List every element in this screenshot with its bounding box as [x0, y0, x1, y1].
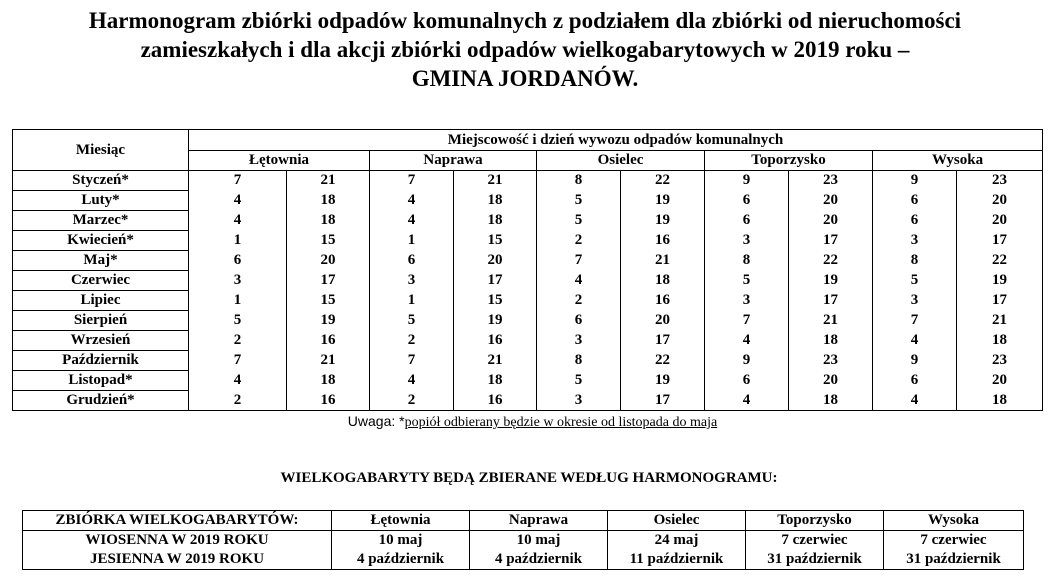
month-cell: Kwiecień* [13, 231, 189, 251]
day-cell: 8 [873, 251, 957, 271]
day-cell: 23 [789, 171, 873, 191]
title-line-1: Harmonogram zbiórki odpadów komunalnych z podziałem dla zbiórki od nieruchomości [88, 8, 962, 33]
day-cell: 22 [621, 351, 705, 371]
day-cell: 23 [789, 351, 873, 371]
day-cell: 22 [957, 251, 1043, 271]
day-cell: 22 [789, 251, 873, 271]
day-cell: 18 [287, 371, 370, 391]
day-cell: 20 [957, 211, 1043, 231]
day-cell: 21 [789, 311, 873, 331]
month-cell: Grudzień* [13, 391, 189, 411]
day-cell: 15 [287, 231, 370, 251]
day-cell: 19 [789, 271, 873, 291]
day-cell: 6 [189, 251, 287, 271]
bulky-date-cell: 7 czerwiec [884, 531, 1024, 551]
day-cell: 20 [621, 311, 705, 331]
day-cell: 8 [537, 351, 621, 371]
day-cell: 5 [189, 311, 287, 331]
bulky-waste-table [22, 510, 1024, 570]
day-cell: 7 [537, 251, 621, 271]
table-row [13, 211, 1043, 231]
day-cell: 2 [537, 231, 621, 251]
day-cell: 21 [454, 171, 537, 191]
day-cell: 16 [454, 391, 537, 411]
table-row [13, 271, 1043, 291]
day-cell: 6 [873, 371, 957, 391]
day-cell: 19 [621, 191, 705, 211]
day-cell: 7 [705, 311, 789, 331]
day-cell: 5 [537, 191, 621, 211]
day-cell: 3 [705, 291, 789, 311]
table-row [13, 391, 1043, 411]
day-cell: 4 [189, 371, 287, 391]
bulky-row [23, 550, 1024, 570]
bulky-season-label: WIOSENNA W 2019 ROKU [23, 531, 332, 551]
day-cell: 7 [370, 351, 454, 371]
month-cell: Październik [13, 351, 189, 371]
locality-header: Naprawa [370, 151, 537, 171]
day-cell: 23 [957, 351, 1043, 371]
day-cell: 18 [957, 331, 1043, 351]
day-cell: 4 [189, 211, 287, 231]
day-cell: 9 [705, 351, 789, 371]
table-row [13, 351, 1043, 371]
day-cell: 7 [873, 311, 957, 331]
locality-header: Łętownia [189, 151, 370, 171]
day-cell: 9 [873, 171, 957, 191]
day-cell: 18 [621, 271, 705, 291]
bulky-corner-header: ZBIÓRKA WIELKOGABARYTÓW: [23, 511, 332, 531]
day-cell: 18 [454, 191, 537, 211]
table-row [13, 331, 1043, 351]
bulky-waste-heading: WIELKOGABARYTY BĘDĄ ZBIERANE WEDŁUG HARMONOGRAMU: [280, 470, 778, 486]
bulky-locality-header: Osielec [608, 511, 746, 531]
day-cell: 5 [537, 371, 621, 391]
bulky-date-cell: 4 październik [332, 550, 470, 570]
day-cell: 19 [621, 371, 705, 391]
collection-schedule-table [12, 129, 1043, 411]
day-cell: 17 [454, 271, 537, 291]
day-cell: 16 [621, 291, 705, 311]
day-cell: 18 [454, 371, 537, 391]
day-cell: 20 [957, 371, 1043, 391]
day-cell: 17 [621, 331, 705, 351]
month-cell: Sierpień [13, 311, 189, 331]
bulky-date-cell: 31 październik [884, 550, 1024, 570]
bulky-date-cell: 24 maj [608, 531, 746, 551]
day-cell: 21 [287, 351, 370, 371]
day-cell: 15 [454, 291, 537, 311]
day-cell: 9 [873, 351, 957, 371]
day-cell: 17 [789, 291, 873, 311]
day-cell: 18 [789, 331, 873, 351]
day-cell: 5 [873, 271, 957, 291]
table-row [13, 371, 1043, 391]
day-cell: 3 [873, 291, 957, 311]
day-cell: 6 [705, 211, 789, 231]
title-line-2: zamieszkałych i dla akcji zbiórki odpadów wielkogabarytowych w 2019 roku – [140, 37, 910, 62]
schedule-body [13, 171, 1043, 411]
day-cell: 18 [287, 211, 370, 231]
bulky-locality-header: Naprawa [470, 511, 608, 531]
day-cell: 15 [454, 231, 537, 251]
bulky-date-cell: 4 październik [470, 550, 608, 570]
day-cell: 4 [370, 371, 454, 391]
page-title [0, 6, 1050, 93]
day-cell: 17 [957, 291, 1043, 311]
day-cell: 6 [873, 191, 957, 211]
day-cell: 8 [705, 251, 789, 271]
bulky-date-cell: 7 czerwiec [746, 531, 884, 551]
day-cell: 3 [189, 271, 287, 291]
day-cell: 5 [537, 211, 621, 231]
locality-header: Toporzysko [705, 151, 873, 171]
day-cell: 2 [189, 331, 287, 351]
month-cell: Wrzesień [13, 331, 189, 351]
day-cell: 7 [189, 171, 287, 191]
title-line-3: GMINA JORDANÓW. [411, 66, 639, 91]
day-cell: 17 [789, 231, 873, 251]
bulky-header-row [23, 511, 1024, 531]
day-cell: 16 [287, 391, 370, 411]
day-cell: 18 [287, 191, 370, 211]
day-cell: 19 [454, 311, 537, 331]
month-cell: Listopad* [13, 371, 189, 391]
day-cell: 19 [621, 211, 705, 231]
bulky-date-cell: 31 październik [746, 550, 884, 570]
day-cell: 1 [370, 231, 454, 251]
day-cell: 4 [370, 191, 454, 211]
bulky-date-cell: 10 maj [470, 531, 608, 551]
month-cell: Styczeń* [13, 171, 189, 191]
day-cell: 3 [705, 231, 789, 251]
ash-note [0, 413, 1050, 431]
day-cell: 20 [287, 251, 370, 271]
bulky-locality-header: Toporzysko [746, 511, 884, 531]
day-cell: 9 [705, 171, 789, 191]
day-cell: 15 [287, 291, 370, 311]
day-cell: 7 [370, 171, 454, 191]
table-row [13, 251, 1043, 271]
day-cell: 18 [789, 391, 873, 411]
day-cell: 21 [957, 311, 1043, 331]
bulky-row [23, 531, 1024, 551]
day-cell: 4 [705, 331, 789, 351]
day-cell: 21 [287, 171, 370, 191]
day-cell: 19 [957, 271, 1043, 291]
day-cell: 5 [370, 311, 454, 331]
day-cell: 3 [537, 331, 621, 351]
day-cell: 6 [705, 191, 789, 211]
day-cell: 21 [454, 351, 537, 371]
day-cell: 1 [189, 231, 287, 251]
month-column-header: Miesiąc [13, 130, 189, 171]
day-cell: 6 [705, 371, 789, 391]
bulky-body [23, 531, 1024, 570]
day-cell: 3 [537, 391, 621, 411]
day-cell: 20 [789, 211, 873, 231]
day-cell: 7 [189, 351, 287, 371]
day-cell: 20 [789, 371, 873, 391]
table-row [13, 191, 1043, 211]
day-cell: 18 [957, 391, 1043, 411]
day-cell: 5 [705, 271, 789, 291]
day-cell: 17 [621, 391, 705, 411]
bulky-locality-header: Łętownia [332, 511, 470, 531]
day-cell: 4 [370, 211, 454, 231]
table-row [13, 291, 1043, 311]
month-cell: Luty* [13, 191, 189, 211]
day-cell: 21 [621, 251, 705, 271]
day-cell: 16 [454, 331, 537, 351]
day-cell: 16 [621, 231, 705, 251]
day-cell: 20 [454, 251, 537, 271]
locality-header: Wysoka [873, 151, 1043, 171]
day-cell: 4 [873, 391, 957, 411]
day-cell: 2 [189, 391, 287, 411]
day-cell: 2 [370, 331, 454, 351]
table-row [13, 311, 1043, 331]
day-cell: 6 [537, 311, 621, 331]
day-cell: 16 [287, 331, 370, 351]
day-cell: 2 [537, 291, 621, 311]
day-cell: 1 [370, 291, 454, 311]
day-cell: 1 [189, 291, 287, 311]
day-cell: 17 [287, 271, 370, 291]
month-cell: Czerwiec [13, 271, 189, 291]
bulky-locality-header: Wysoka [884, 511, 1024, 531]
month-cell: Lipiec [13, 291, 189, 311]
table-row [13, 231, 1043, 251]
day-cell: 6 [873, 211, 957, 231]
locality-group-header: Miejscowość i dzień wywozu odpadów komunalnych [189, 130, 1043, 151]
month-cell: Maj* [13, 251, 189, 271]
note-text: popiół odbierany będzie w okresie od listopada do maja [404, 415, 718, 430]
day-cell: 6 [370, 251, 454, 271]
table-row [13, 171, 1043, 191]
day-cell: 4 [537, 271, 621, 291]
day-cell: 19 [287, 311, 370, 331]
locality-header: Osielec [537, 151, 705, 171]
day-cell: 20 [789, 191, 873, 211]
bulky-date-cell: 10 maj [332, 531, 470, 551]
day-cell: 8 [537, 171, 621, 191]
day-cell: 17 [957, 231, 1043, 251]
day-cell: 20 [957, 191, 1043, 211]
day-cell: 2 [370, 391, 454, 411]
day-cell: 3 [370, 271, 454, 291]
bulky-season-label: JESIENNA W 2019 ROKU [23, 550, 332, 570]
day-cell: 4 [189, 191, 287, 211]
day-cell: 22 [621, 171, 705, 191]
month-cell: Marzec* [13, 211, 189, 231]
day-cell: 4 [705, 391, 789, 411]
day-cell: 3 [873, 231, 957, 251]
day-cell: 18 [454, 211, 537, 231]
note-prefix: Uwaga: * [347, 413, 405, 429]
day-cell: 4 [873, 331, 957, 351]
day-cell: 23 [957, 171, 1043, 191]
bulky-date-cell: 11 październik [608, 550, 746, 570]
